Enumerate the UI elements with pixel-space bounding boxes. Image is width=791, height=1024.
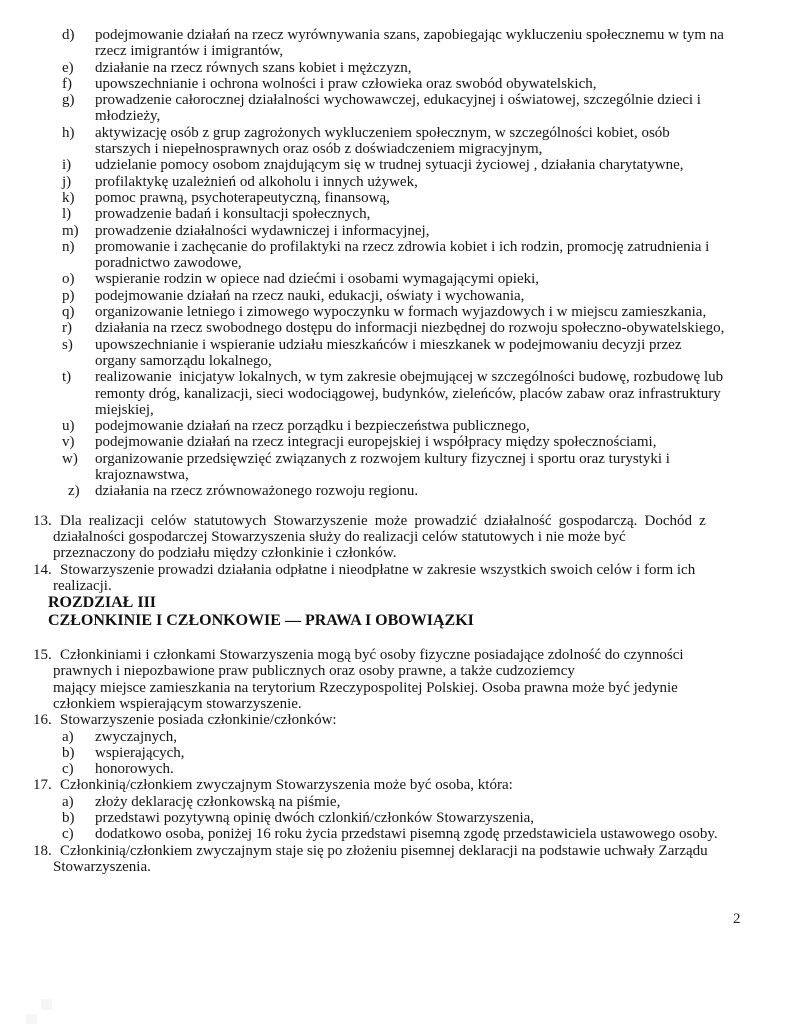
list-item [0, 271, 791, 287]
item-line: przedstawi pozytywną opinię dwóch czlonkiń/członków Stowarzyszenia, [95, 810, 535, 827]
item-text [95, 239, 791, 272]
list-item [0, 513, 791, 562]
item-line: realizacji. [53, 577, 112, 594]
item-text [95, 826, 791, 842]
item-marker: m) [62, 222, 79, 239]
item-line: remonty dróg, kanalizacji, sieci wodociągowej, budynków, zieleńców, placów zabaw oraz infrastruktury [95, 385, 721, 402]
item-line: wspierających, [95, 744, 185, 761]
item-marker: q) [62, 304, 75, 321]
item-marker: h) [62, 124, 75, 141]
item-line: działalności gospodarczej Stowarzyszenia służy do realizacji celów statutowych i nie może być [53, 528, 626, 545]
item-marker: c) [62, 826, 74, 843]
item-marker: p) [62, 287, 75, 304]
list-item [0, 562, 791, 595]
list-item [0, 843, 791, 876]
item-line: honorowych. [95, 761, 174, 778]
item-marker: s) [62, 336, 73, 353]
item-line: prowadzenie działalności wydawniczej i informacyjnej, [95, 222, 430, 239]
item-line: organizowanie przedsięwzięć związanych z rozwojem kultury fizycznej i sportu oraz turystyki i [95, 450, 670, 467]
item-line: Członkinią/członkiem zwyczajnym Stowarzyszenia może być osoba, która: [60, 777, 513, 794]
item-line: prowadzenie badań i konsultacji społecznych, [95, 206, 371, 223]
item-text [95, 271, 791, 287]
list-item [0, 239, 791, 272]
list-item [0, 320, 791, 336]
item-line: aktywizację osób z grup zagrożonych wykluczeniem społecznym, w szczególności kobiet, osób [95, 124, 670, 141]
item-text [95, 483, 791, 499]
item-marker: d) [62, 27, 75, 43]
item-line: działanie na rzecz równych szans kobiet i mężczyzn, [95, 59, 412, 76]
list-item [0, 729, 791, 745]
item-marker: k) [62, 189, 75, 206]
list-item [0, 712, 791, 728]
item-text [95, 810, 791, 826]
list-item [0, 761, 791, 777]
item-text [95, 320, 791, 336]
numbered-list-1 [0, 513, 791, 594]
item-line: Członkinią/członkiem zwyczajnym staje się po złożeniu pisemnej deklaracji na podstawie uchwały Zarządu [60, 842, 708, 859]
list-item [0, 174, 791, 190]
item-marker: u) [62, 418, 75, 435]
item-line: krajoznawstwa, [95, 467, 189, 484]
item-line: promowanie i zachęcanie do profilaktyki na rzecz zdrowia kobiet i ich rodzin, promocję zatrudnienia i [95, 238, 710, 255]
list-item [0, 418, 791, 434]
chapter-heading: ROZDZIAŁ III [48, 594, 157, 612]
item-marker: c) [62, 761, 74, 778]
item-line: zwyczajnych, [95, 728, 178, 745]
list-item [0, 304, 791, 320]
item-line: działania na rzecz swobodnego dostępu do informacji niezbędnej do rozwoju społeczno-obywatelskiego, [95, 320, 725, 337]
item-text [95, 729, 791, 745]
item-text [95, 337, 791, 370]
item-marker: z) [68, 483, 80, 500]
item-line: członkiem wspierającym stowarzyszenie. [53, 695, 302, 712]
item-marker: n) [62, 238, 75, 255]
item-text [95, 794, 791, 810]
item-marker: i) [62, 157, 72, 174]
item-line: profilaktykę uzależnień od alkoholu i innych używek, [95, 173, 418, 190]
list-item [0, 206, 791, 222]
item-marker: e) [62, 59, 74, 76]
item-line: poradnictwo zawodowe, [95, 255, 242, 272]
item-text [95, 76, 791, 92]
item-line: miejskiej, [95, 401, 154, 418]
list-item [0, 60, 791, 76]
list-item [0, 157, 791, 173]
list-item [0, 76, 791, 92]
item-line: upowszechnianie i ochrona wolności i praw człowieka oraz swobód obywatelskich, [95, 75, 597, 92]
item-marker: f) [62, 75, 72, 92]
item-marker: 14. [33, 561, 52, 578]
item-text [95, 60, 791, 76]
item-marker: o) [62, 271, 75, 288]
item-line: starszych i niepełnosprawnych oraz osób z doświadczeniem migracyjnym, [95, 141, 543, 158]
item-line: przeznaczony do podziału między członkinie i członków. [53, 545, 397, 562]
item-line: rzecz imigrantów i imigrantów, [95, 43, 284, 60]
item-line: organy samorządu lokalnego, [95, 352, 272, 369]
item-text [95, 451, 791, 484]
item-line: złoży deklarację członkowską na piśmie, [95, 793, 341, 810]
item-marker: l) [62, 206, 72, 223]
item-marker: 13. [33, 512, 52, 529]
item-line: Dla realizacji celów statutowych Stowarzyszenie może prowadzić działalność gospodarczą. Dochód z [60, 512, 706, 529]
item-line: prowadzenie całorocznej działalności wychowawczej, edukacyjnej i oświatowej, szczególnie dzieci i [95, 92, 701, 109]
item-line: mający miejsce zamieszkania na terytorium Rzeczypospolitej Polskiej. Osoba prawna może być jedynie [53, 679, 678, 696]
item-marker: j) [62, 173, 72, 190]
list-item [0, 483, 791, 499]
item-marker: 17. [33, 777, 52, 794]
item-marker: b) [62, 744, 75, 761]
list-item [0, 125, 791, 158]
item-text [53, 561, 791, 595]
numbered-list-2 [0, 647, 791, 875]
item-text [53, 512, 791, 562]
item-line: podejmowanie działań na rzecz integracji europejskiej i współpracy między społecznościami, [95, 434, 657, 451]
item-line: działania na rzecz zrównoważonego rozwoju regionu. [95, 483, 419, 500]
item-line: realizowanie inicjatyw lokalnych, w tym zakresie obejmującej w szczególności budowę, rozbudowę lub [95, 369, 724, 386]
item-line: dodatkowo osoba, poniżej 16 roku życia przedstawi pisemną zgodę przedstawiciela ustawowego osoby. [95, 826, 718, 843]
list-item [0, 369, 791, 418]
item-marker: r) [62, 320, 72, 337]
item-text [95, 369, 791, 418]
item-text [95, 206, 791, 222]
item-marker: a) [62, 793, 74, 810]
item-text [95, 125, 791, 158]
item-line: młodzieży, [95, 108, 161, 125]
item-text [95, 434, 791, 450]
item-text [95, 761, 791, 777]
item-text [95, 190, 791, 206]
item-marker: v) [62, 434, 75, 451]
scan-artifact [41, 999, 52, 1010]
list-item [0, 647, 791, 712]
item-text [95, 288, 791, 304]
item-text [95, 304, 791, 320]
list-item [0, 777, 791, 793]
item-marker: t) [62, 369, 72, 386]
item-text [95, 418, 791, 434]
item-line: Członkiniami i członkami Stowarzyszenia mogą być osoby fizyczne posiadające zdolność do czynności [60, 647, 684, 664]
item-text [95, 745, 791, 761]
item-marker: 15. [33, 647, 52, 664]
list-item [0, 451, 791, 484]
item-line: podejmowanie działań na rzecz nauki, edukacji, oświaty i wychowania, [95, 287, 525, 304]
lettered-list [0, 27, 791, 500]
list-item [0, 434, 791, 450]
list-item [0, 288, 791, 304]
item-marker: 18. [33, 842, 52, 859]
item-line: Stowarzyszenie posiada członkinie/członków: [60, 712, 337, 729]
list-item [0, 794, 791, 810]
list-item [0, 810, 791, 826]
item-text [60, 712, 791, 728]
item-marker: a) [62, 728, 74, 745]
item-line: wspieranie rodzin w opiece nad dziećmi i osobami wymagającymi opieki, [95, 271, 540, 288]
item-text [95, 27, 791, 60]
item-text [95, 223, 791, 239]
item-text [53, 647, 791, 712]
page-number: 2 [733, 911, 741, 927]
scan-artifact [26, 1014, 37, 1024]
list-item [0, 190, 791, 206]
list-item [0, 223, 791, 239]
section-heading: CZŁONKINIE I CZŁONKOWIE — PRAWA I OBOWIĄZKI [48, 612, 474, 630]
item-marker: g) [62, 92, 75, 109]
list-item [0, 27, 791, 60]
item-marker: 16. [33, 712, 52, 729]
list-item [0, 826, 791, 842]
item-line: udzielanie pomocy osobom znajdującym się w trudnej sytuacji życiowej , działania charytatywne, [95, 157, 684, 174]
item-text [53, 842, 791, 876]
item-line: Stowarzyszenia. [53, 858, 151, 875]
item-line: upowszechnianie i wspieranie udziału mieszkańców i mieszkanek w podejmowaniu decyzji przez [95, 336, 682, 353]
item-text [95, 174, 791, 190]
item-line: podejmowanie działań na rzecz porządku i bezpieczeństwa publicznego, [95, 418, 530, 435]
list-item [0, 745, 791, 761]
item-line: pomoc prawną, psychoterapeutyczną, finansową, [95, 189, 390, 206]
item-text [95, 157, 791, 173]
item-line: podejmowanie działań na rzecz wyrównywania szans, zapobiegając wykluczeniu społecznemu w tym na [95, 27, 724, 43]
list-item [0, 337, 791, 370]
item-marker: b) [62, 810, 75, 827]
item-line: prawnych i niepozbawione praw publicznych oraz osoby prawne, a także cudzoziemcy [53, 663, 575, 680]
item-line: Stowarzyszenie prowadzi działania odpłatne i nieodpłatne w zakresie wszystkich swoich celów i form ich [60, 561, 696, 578]
item-marker: w) [62, 450, 78, 467]
list-item [0, 92, 791, 125]
item-text [95, 92, 791, 125]
item-text [60, 777, 791, 793]
item-line: organizowanie letniego i zimowego wypoczynku w formach wyjazdowych i w miejscu zamieszkania, [95, 304, 707, 321]
